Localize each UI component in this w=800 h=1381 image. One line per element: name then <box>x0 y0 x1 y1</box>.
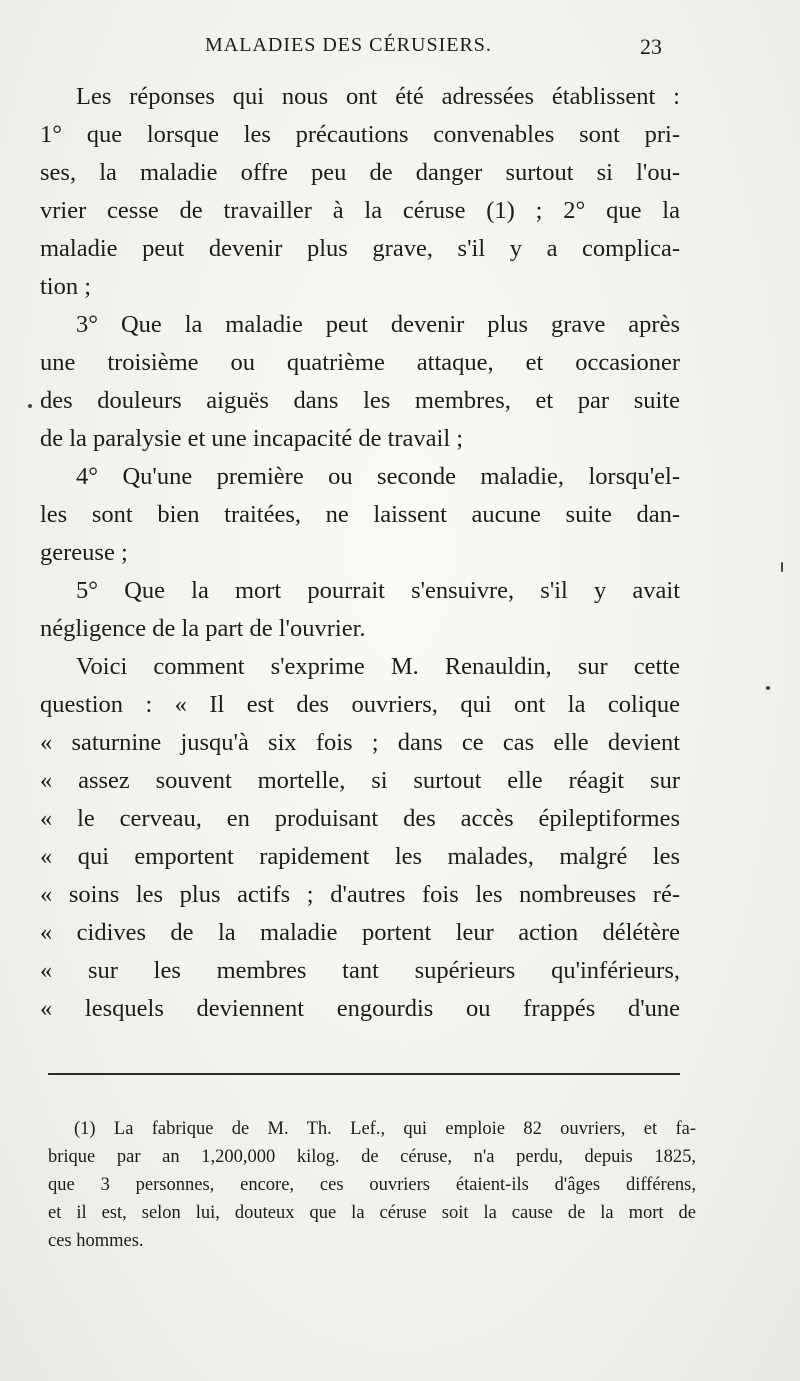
body-line: 4° Qu'une première ou seconde maladie, lorsqu'el- <box>76 463 680 490</box>
body-line: des douleurs aiguës dans les membres, et par suite <box>40 387 680 414</box>
body-text <box>40 78 680 1028</box>
body-line: « le cerveau, en produisant des accès épileptiformes <box>40 805 680 832</box>
body-line: « cidives de la maladie portent leur action délétère <box>40 919 680 946</box>
body-line: « lesquels deviennent engourdis ou frappés d'une <box>40 995 680 1022</box>
body-line: « sur les membres tant supérieurs qu'inférieurs, <box>40 957 680 984</box>
page-number: 23 <box>640 34 662 59</box>
body-line: négligence de la part de l'ouvrier. <box>40 615 366 642</box>
ink-speck <box>28 404 32 408</box>
body-line: vrier cesse de travailler à la céruse (1) ; 2° que la <box>40 197 680 224</box>
running-title: MALADIES DES CÉRUSIERS. <box>205 34 492 56</box>
body-line: « soins les plus actifs ; d'autres fois les nombreuses ré- <box>40 881 680 908</box>
body-line: question : « Il est des ouvriers, qui ont la colique <box>40 691 680 718</box>
body-line: « saturnine jusqu'à six fois ; dans ce cas elle devient <box>40 729 680 756</box>
footnote-line: et il est, selon lui, douteux que la céruse soit la cause de la mort de <box>48 1203 696 1223</box>
body-line: ses, la maladie offre peu de danger surtout si l'ou- <box>40 159 680 186</box>
footnote-line: ces hommes. <box>48 1231 144 1251</box>
body-line: gereuse ; <box>40 539 128 566</box>
ink-speck <box>781 562 783 572</box>
ink-speck <box>766 686 770 690</box>
body-line: tion ; <box>40 273 92 300</box>
body-line: Voici comment s'exprime M. Renauldin, sur cette <box>76 653 680 680</box>
footnote-line: que 3 personnes, encore, ces ouvriers étaient-ils d'âges différens, <box>48 1175 696 1195</box>
footnote-line: (1) La fabrique de M. Th. Lef., qui emploie 82 ouvriers, et fa- <box>74 1119 696 1139</box>
footnote <box>48 1115 696 1255</box>
footnote-rule <box>48 1073 680 1075</box>
running-head <box>0 34 800 64</box>
body-line: les sont bien traitées, ne laissent aucune suite dan- <box>40 501 680 528</box>
body-line: « qui emportent rapidement les malades, malgré les <box>40 843 680 870</box>
footnote-line: brique par an 1,200,000 kilog. de céruse, n'a perdu, depuis 1825, <box>48 1147 696 1167</box>
body-line: Les réponses qui nous ont été adressées établissent : <box>76 83 680 110</box>
body-line: 1° que lorsque les précautions convenables sont pri- <box>40 121 680 148</box>
body-line: de la paralysie et une incapacité de travail ; <box>40 425 464 452</box>
body-line: « assez souvent mortelle, si surtout elle réagit sur <box>40 767 680 794</box>
body-line: 5° Que la mort pourrait s'ensuivre, s'il y avait <box>76 577 680 604</box>
body-line: 3° Que la maladie peut devenir plus grave après <box>76 311 680 338</box>
body-line: une troisième ou quatrième attaque, et occasioner <box>40 349 680 376</box>
body-line: maladie peut devenir plus grave, s'il y a complica- <box>40 235 680 262</box>
